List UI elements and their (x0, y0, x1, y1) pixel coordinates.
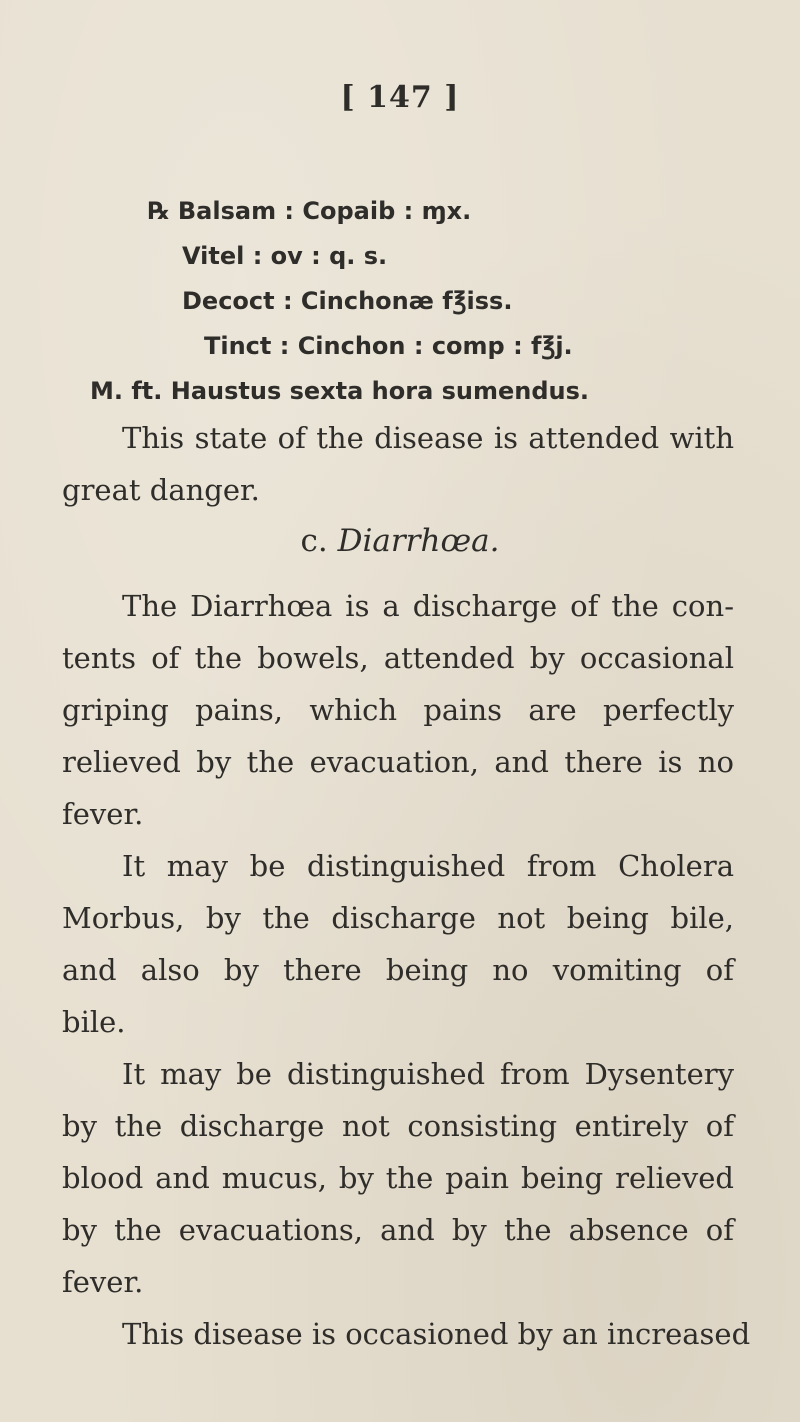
prescription-line: Vitel : ov : q. s. (182, 242, 388, 270)
text-line: relieved by the evacuation, and there is no (62, 745, 734, 779)
page-number: [ 147 ] (340, 80, 460, 115)
prescription-line: Decoct : Cinchonæ f℥iss. (182, 287, 513, 315)
section-heading (0, 523, 800, 559)
prescription-line: ℞ Balsam : Copaib : ɱx. (148, 197, 472, 225)
section-title: Diarrhœa. (337, 523, 500, 559)
text-line: This disease is occasioned by an increased (122, 1317, 751, 1351)
cause-paragraph (62, 1308, 751, 1360)
section-letter: c. (300, 523, 328, 559)
text-line: It may be distinguished from Dysentery (122, 1057, 734, 1091)
text-line: fever. (62, 1265, 144, 1299)
cholera-paragraph (62, 840, 734, 1048)
text-line: by the evacuations, and by the absence of (62, 1213, 734, 1247)
text-line: This state of the disease is attended with (122, 421, 734, 455)
definition-paragraph (62, 580, 734, 840)
text-line: The Diarrhœa is a discharge of the con- (122, 589, 734, 623)
text-line: great danger. (62, 473, 260, 507)
text-line: griping pains, which pains are perfectly (62, 693, 734, 727)
text-line: blood and mucus, by the pain being relieved (62, 1161, 734, 1195)
text-line: It may be distinguished from Cholera (122, 849, 734, 883)
danger-note (62, 412, 734, 516)
text-line: bile. (62, 1005, 126, 1039)
text-line: fever. (62, 797, 144, 831)
prescription-line: Tinct : Cinchon : comp : f℥j. (204, 332, 573, 360)
text-line: tents of the bowels, attended by occasional (62, 641, 734, 675)
dysentery-paragraph (62, 1048, 734, 1308)
text-line: and also by there being no vomiting of (62, 953, 734, 987)
prescription-line: M. ft. Haustus sexta hora sumendus. (90, 377, 590, 405)
text-line: by the discharge not consisting entirely of (62, 1109, 734, 1143)
text-line: Morbus, by the discharge not being bile, (62, 901, 734, 935)
